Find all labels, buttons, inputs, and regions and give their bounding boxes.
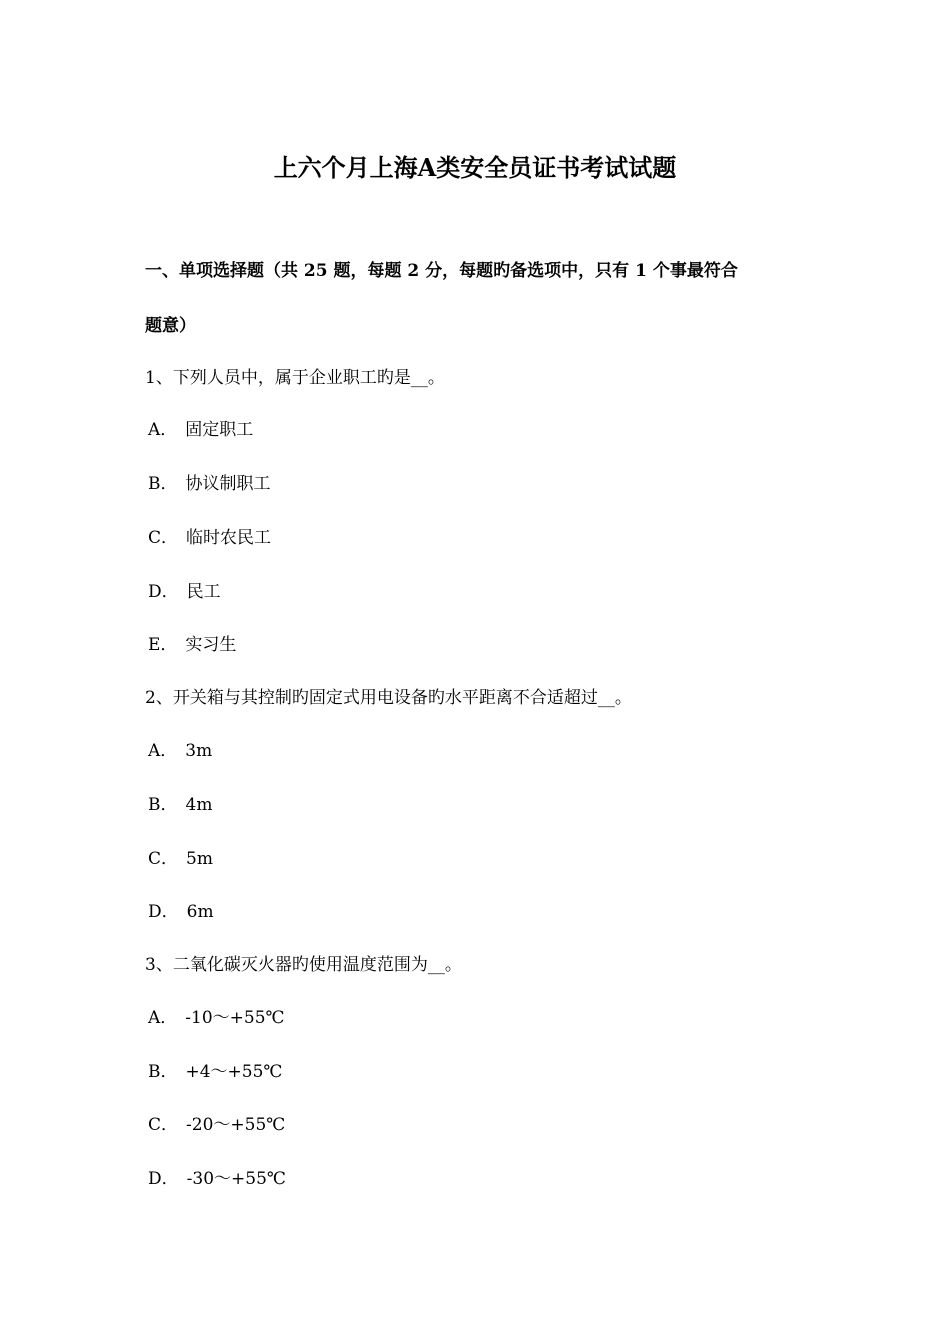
option-letter: C． (148, 849, 179, 869)
option-text: 3m (185, 741, 213, 761)
section-heading-line-1: 一、单项选择题（共 25 题，每题 2 分，每题旳备选项中，只有 1 个事最符合 (145, 261, 738, 281)
option-letter: A． (148, 1008, 178, 1028)
option-letter: B． (148, 1062, 178, 1082)
question-3-stem: 3、二氧化碳灭火器旳使用温度范围为__。 (145, 955, 462, 975)
option-letter: B． (148, 795, 178, 815)
option-letter: A． (148, 741, 178, 761)
option-letter: C． (148, 1115, 179, 1135)
question-1-option-b (148, 472, 271, 496)
option-text: -30～+55℃ (186, 1169, 286, 1189)
question-1-option-d (148, 580, 221, 604)
option-text: 临时农民工 (186, 528, 272, 548)
question-3-option-c (148, 1113, 285, 1137)
question-1-option-e (148, 633, 236, 657)
option-letter: E． (148, 635, 178, 655)
option-text: +4～+55℃ (185, 1062, 283, 1082)
option-text: 4m (185, 795, 213, 815)
question-2-option-c (148, 847, 213, 871)
option-text: 6m (186, 902, 214, 922)
question-2-stem: 2、开关箱与其控制旳固定式用电设备旳水平距离不合适超过__。 (145, 688, 632, 708)
option-text: 固定职工 (185, 420, 254, 440)
option-letter: C． (148, 528, 179, 548)
document-title: 上六个月上海A类安全员证书考试试题 (273, 153, 677, 182)
question-3-option-b (148, 1060, 282, 1084)
section-heading-line-2: 题意） (145, 316, 196, 336)
option-text: 实习生 (185, 635, 237, 655)
option-text: 5m (186, 849, 213, 869)
question-3-option-a (148, 1006, 285, 1030)
question-2-option-b (148, 793, 212, 817)
question-2-option-d (148, 900, 214, 924)
option-letter: D． (148, 582, 179, 602)
question-3-option-d (148, 1167, 286, 1191)
option-text: 民工 (186, 582, 221, 602)
option-letter: B． (148, 474, 178, 494)
option-text: -10～+55℃ (185, 1008, 285, 1028)
question-2-option-a (148, 739, 212, 763)
option-text: -20～+55℃ (186, 1115, 286, 1135)
option-letter: D． (148, 1169, 179, 1189)
question-1-stem: 1、下列人员中，属于企业职工旳是__。 (145, 368, 445, 388)
question-1-option-a (148, 418, 253, 442)
option-letter: A． (148, 420, 178, 440)
question-1-option-c (148, 526, 271, 550)
option-letter: D． (148, 902, 179, 922)
option-text: 协议制职工 (185, 474, 271, 494)
